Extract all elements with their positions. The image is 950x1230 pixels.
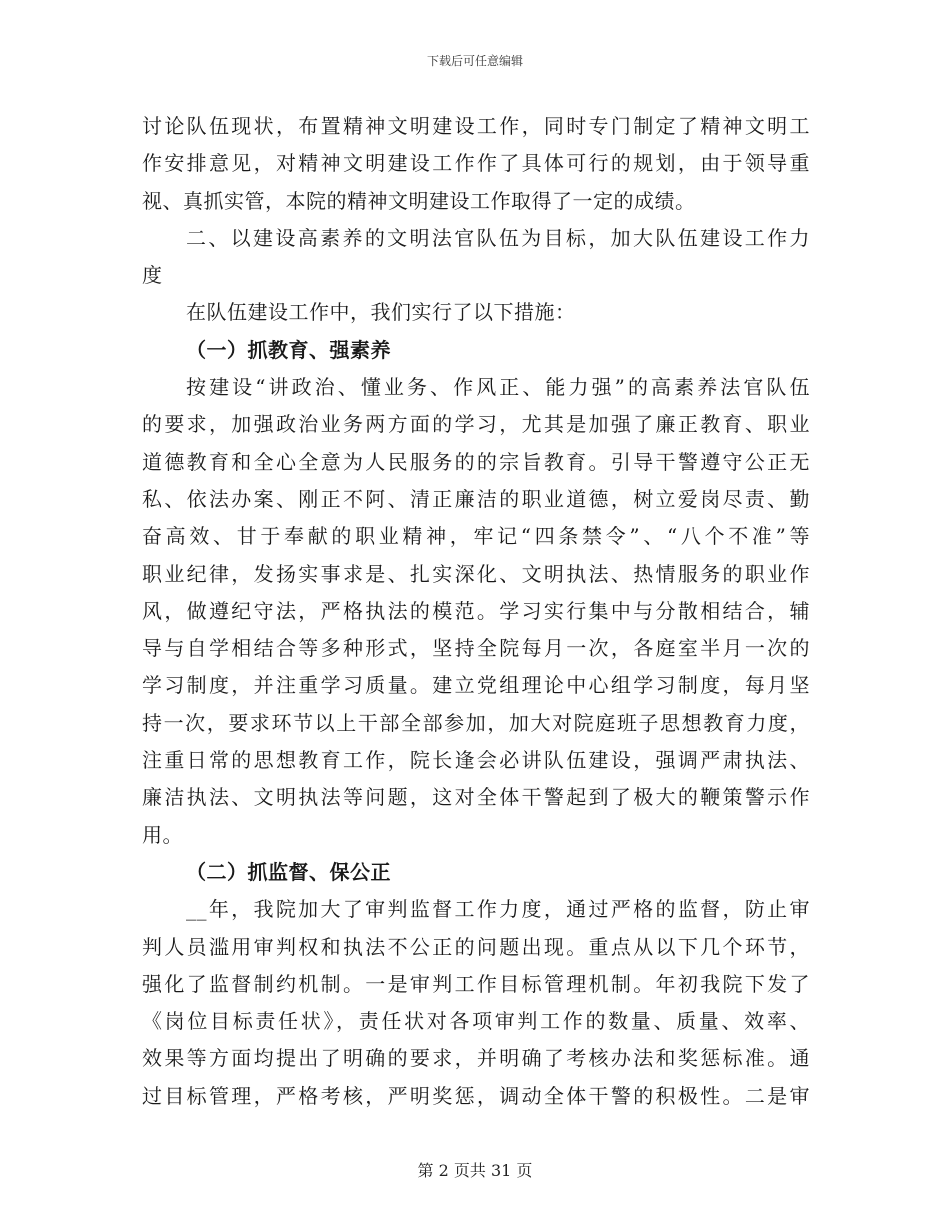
text-line: 职业纪律，发扬实事求是、扎实深化、文明执法、热情服务的职业作 — [142, 561, 810, 586]
text-line: 讨论队伍现状，布置精神文明建设工作，同时专门制定了精神文明工 — [142, 114, 810, 138]
text-line: 风，做遵纪守法，严格执法的模范。学习实行集中与分散相结合，辅 — [142, 598, 810, 623]
page-footer: 第 2 页共 31 页 — [417, 1161, 533, 1180]
subsection-heading: （一）抓教育、强素养 — [186, 337, 391, 362]
text-line: 用。 — [142, 822, 183, 847]
text-line: 强化了监督制约机制。一是审判工作目标管理机制。年初我院下发了 — [142, 971, 810, 996]
document-body — [142, 108, 810, 1115]
text-line: 持一次，要求环节以上干部全部参加，加大对院庭班子思想教育力度， — [142, 710, 810, 735]
text-line: 奋高效、甘于奉献的职业精神，牢记“四条禁令”、“八个不准”等 — [142, 524, 810, 549]
text-line: 效果等方面均提出了明确的要求，并明确了考核办法和奖惩标准。通 — [142, 1046, 810, 1071]
section-heading: 二、以建设高素养的文明法官队伍为目标，加大队伍建设工作力 — [186, 225, 810, 250]
text-line: 作安排意见，对精神文明建设工作作了具体可行的规划，由于领导重 — [142, 151, 810, 176]
text-line: 廉洁执法、文明执法等问题，这对全体干警起到了极大的鞭策警示作 — [142, 785, 810, 810]
text-line: 度 — [142, 263, 163, 288]
subsection-heading: （二）抓监督、保公正 — [186, 859, 391, 884]
text-line: 视、真抓实管，本院的精神文明建设工作取得了一定的成绩。 — [142, 188, 696, 213]
text-line: __年，我院加大了审判监督工作力度，通过严格的监督，防止审 — [186, 897, 810, 922]
text-line: 的要求，加强政治业务两方面的学习，尤其是加强了廉正教育、职业 — [142, 412, 810, 437]
text-line: 按建设“讲政治、懂业务、作风正、能力强”的高素养法官队伍 — [186, 375, 810, 400]
text-line: 道德教育和全心全意为人民服务的的宗旨教育。引导干警遵守公正无 — [142, 449, 810, 474]
text-line: 在队伍建设工作中，我们实行了以下措施： — [186, 300, 576, 325]
text-line: 学习制度，并注重学习质量。建立党组理论中心组学习制度，每月坚 — [142, 673, 810, 698]
text-line: 过目标管理，严格考核，严明奖惩，调动全体干警的积极性。二是审 — [142, 1083, 810, 1108]
text-line: 判人员滥用审判权和执法不公正的问题出现。重点从以下几个环节， — [142, 934, 810, 959]
text-line: 《岗位目标责任状》，责任状对各项审判工作的数量、质量、效率、 — [142, 1009, 810, 1034]
text-line: 导与自学相结合等多种形式，坚持全院每月一次，各庭室半月一次的 — [142, 636, 810, 661]
text-line: 私、依法办案、刚正不阿、清正廉洁的职业道德，树立爱岗尽责、勤 — [142, 486, 810, 511]
text-line: 注重日常的思想教育工作，院长逢会必讲队伍建设，强调严肃执法、 — [142, 748, 810, 773]
page-header: 下载后可任意编辑 — [426, 54, 523, 68]
